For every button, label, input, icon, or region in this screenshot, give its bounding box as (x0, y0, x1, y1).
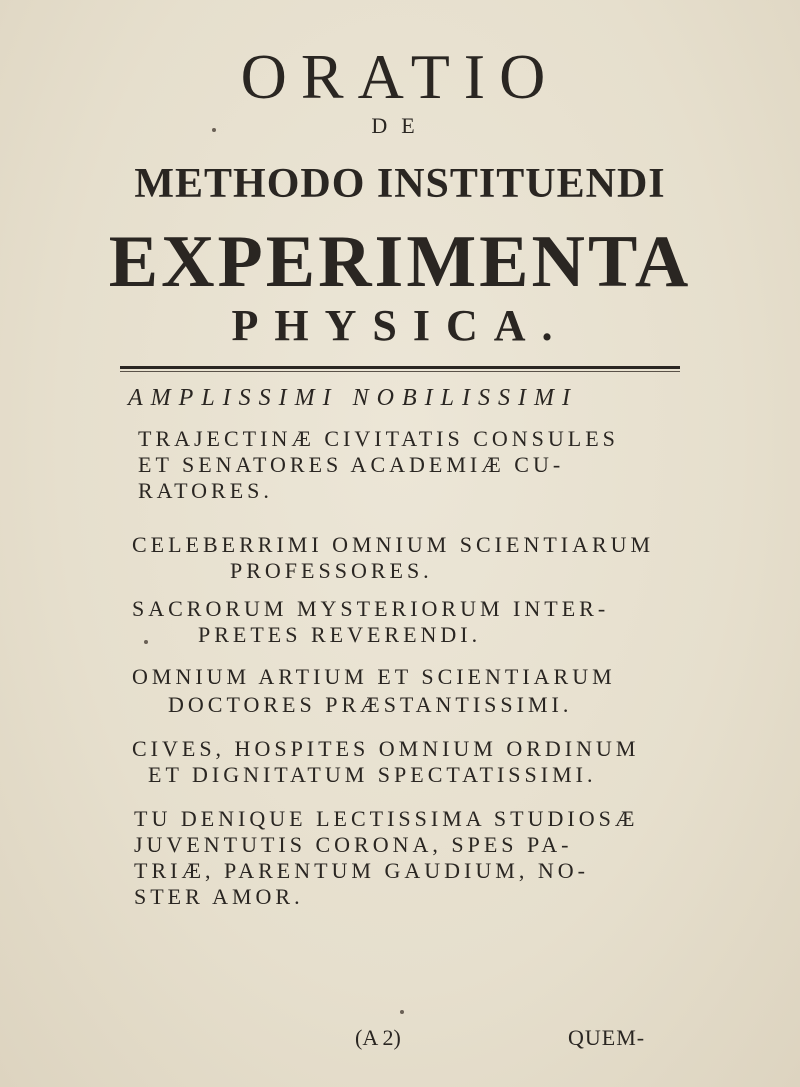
title-de: DE (371, 113, 429, 138)
title-physica: PHYSICA. (231, 301, 569, 350)
address-line: RATORES. (138, 478, 273, 503)
address-line: SACRORUM MYSTERIORUM INTER- (132, 596, 610, 621)
address-line: TRIÆ, PARENTUM GAUDIUM, NO- (134, 858, 589, 883)
address-line: CIVES, HOSPITES OMNIUM ORDINUM (132, 736, 640, 761)
foxing-spot (144, 640, 148, 644)
catchword: QUEM- (568, 1025, 646, 1050)
address-line: ET SENATORES ACADEMIÆ CU- (138, 452, 565, 477)
address-line: STER AMOR. (134, 884, 304, 909)
title-experimenta: EXPERIMENTA (108, 221, 692, 303)
address-line: CELEBERRIMI OMNIUM SCIENTIARUM (132, 532, 655, 557)
address-line: ET DIGNITATUM SPECTATISSIMI. (148, 762, 597, 787)
title-rule (120, 366, 680, 369)
title-methodo: METHODO INSTITUENDI (134, 161, 666, 207)
address-line: JUVENTUTIS CORONA, SPES PA- (134, 832, 573, 857)
address-line: TU DENIQUE LECTISSIMA STUDIOSÆ (134, 806, 639, 831)
foxing-spot (400, 1010, 404, 1014)
address-line: DOCTORES PRÆSTANTISSIMI. (168, 692, 573, 717)
signature-mark: (A 2) (355, 1025, 401, 1050)
title-rule-thin (120, 371, 680, 372)
address-line: PROFESSORES. (230, 558, 433, 583)
address-line: TRAJECTINÆ CIVITATIS CONSULES (138, 426, 619, 451)
address-amplissimi: AMPLISSIMI NOBILISSIMI (128, 385, 578, 411)
address-line: PRETES REVERENDI. (198, 622, 482, 647)
address-line: OMNIUM ARTIUM ET SCIENTIARUM (132, 664, 616, 689)
foxing-spot (212, 128, 216, 132)
title-oratio: ORATIO (240, 41, 560, 112)
